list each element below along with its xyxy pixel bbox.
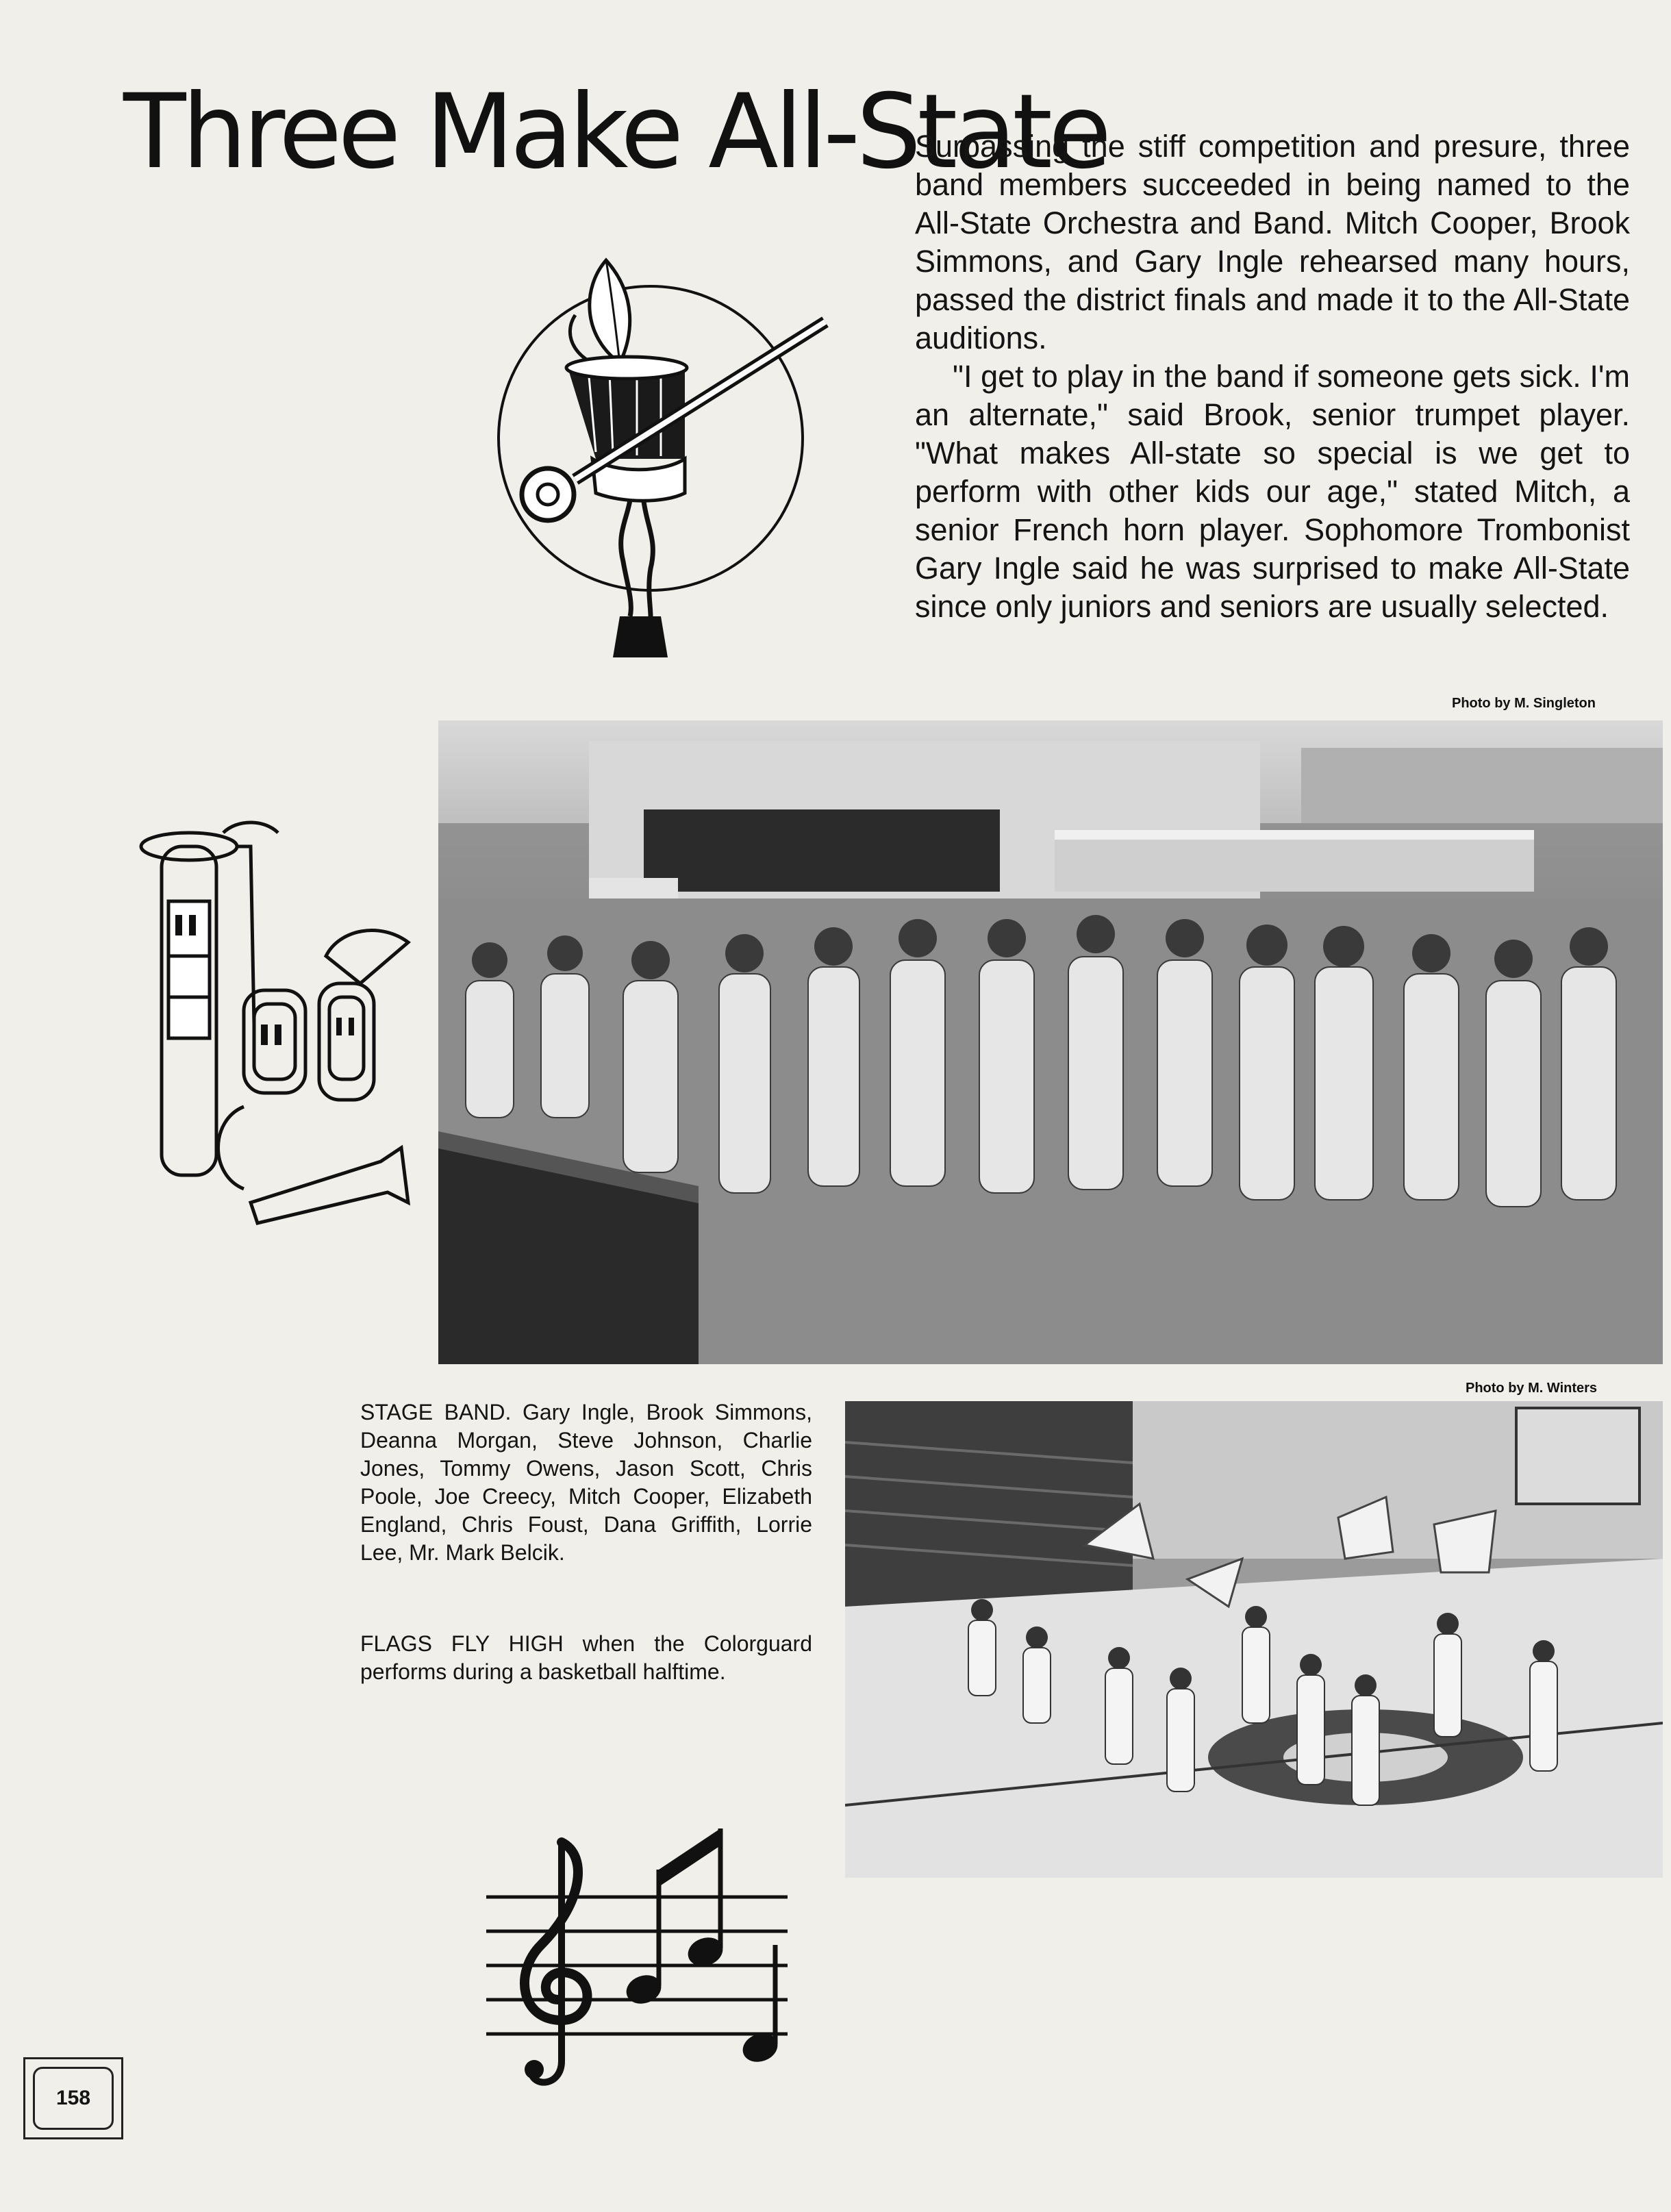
article-paragraph-1: Surpassing the stiff competition and presure, three band members succeeded in being named to the All-State Orchestra and Band. Mitch Cooper, Brook Simmons, and Gary Ingle rehearsed many hours, passed the district finals and made it to the All-State auditions. xyxy=(915,129,1630,355)
colorguard-photo-credit: Photo by M. Winters xyxy=(1466,1381,1598,1396)
article-paragraph-2: "I get to play in the band if someone gets sick. I'm an alternate," said Brook, senior trumpet player. "What makes All-state so special is we get to perform with other kids our age," stated Mitch, a senior French horn player. Sophomore Trombonist Gary Ingle said he was surprised to make All-State since only juniors and seniors are usually selected. xyxy=(915,359,1630,624)
article-body xyxy=(915,127,1630,626)
colorguard-caption: FLAGS FLY HIGH when the Colorguard performs during a basketball halftime. xyxy=(360,1631,812,1684)
page-number-box xyxy=(23,2057,123,2139)
page-number-frame xyxy=(33,2067,114,2130)
music-notes-illustration xyxy=(479,1815,794,2096)
drum-major-hat-illustration xyxy=(479,233,849,671)
stage-band-photo-credit: Photo by M. Singleton xyxy=(1452,696,1596,711)
brass-instruments-illustration xyxy=(134,819,422,1271)
stage-band-caption: STAGE BAND. Gary Ingle, Brook Simmons, Deanna Morgan, Steve Johnson, Charlie Jones, Tommy Owens, Jason Scott, Chris Poole, Joe Creecy, Mitch Cooper, Elizabeth England, Chris Foust, Dana Griffith, Lorrie Lee, Mr. Mark Belcik. xyxy=(360,1400,812,1565)
colorguard-photo xyxy=(845,1401,1663,1878)
page-number: 158 xyxy=(55,2087,91,2109)
stage-band-photo xyxy=(438,720,1663,1364)
page-title: Three Make All-State xyxy=(123,73,1108,192)
